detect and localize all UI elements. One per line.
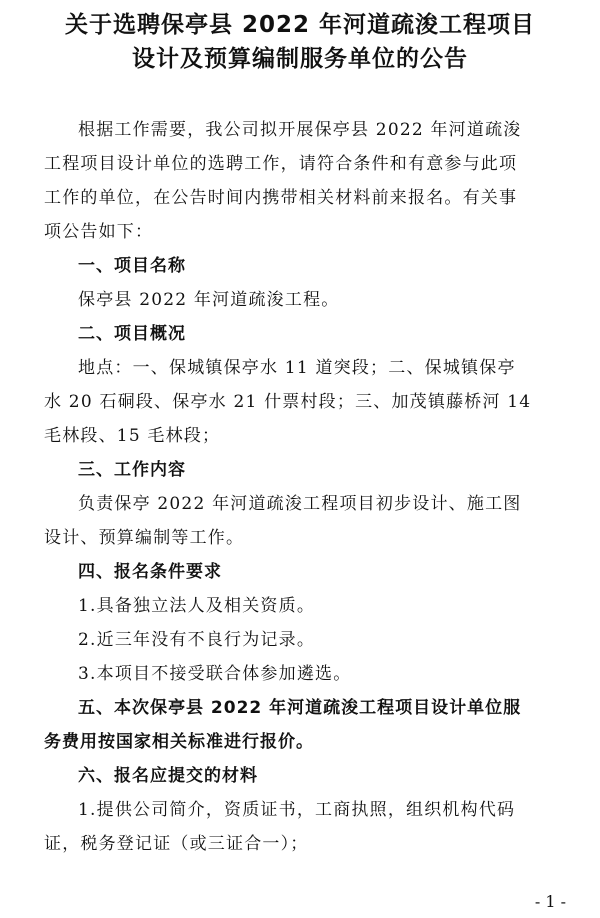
page-number: - 1 - xyxy=(534,892,566,911)
section-heading-pricing: 五、本次保亭县 2022 年河道疏浚工程项目设计单位服 xyxy=(78,698,522,718)
section-heading-project-name: 一、项目名称 xyxy=(78,256,186,276)
section-body-line: 设计、预算编制等工作。 xyxy=(44,528,245,548)
section-body-line: 保亭县 2022 年河道疏浚工程。 xyxy=(78,290,340,310)
intro-line: 工作的单位，在公告时间内携带相关材料前来报名。有关事 xyxy=(44,188,518,208)
intro-line: 工程项目设计单位的选聘工作，请符合条件和有意参与此项 xyxy=(44,154,518,174)
document-title-line-2: 设计及预算编制服务单位的公告 xyxy=(132,46,468,72)
section-heading-requirements: 四、报名条件要求 xyxy=(78,562,222,582)
intro-line: 项公告如下： xyxy=(44,222,154,242)
document-title-line-1: 关于选聘保亭县 2022 年河道疏浚工程项目 xyxy=(64,12,536,38)
section-body-line: 水 20 石硐段、保亭水 21 什票村段；三、加茂镇藤桥河 14 xyxy=(44,392,532,412)
requirement-item: 1.具备独立法人及相关资质。 xyxy=(78,596,316,616)
intro-line: 根据工作需要，我公司拟开展保亭县 2022 年河道疏浚 xyxy=(78,120,522,140)
section-body-line: 负责保亭 2022 年河道疏浚工程项目初步设计、施工图 xyxy=(78,494,522,514)
requirement-item: 3.本项目不接受联合体参加遴选。 xyxy=(78,664,352,684)
section-heading-pricing-cont: 务费用按国家相关标准进行报价。 xyxy=(44,732,314,752)
section-body-line: 证，税务登记证（或三证合一）； xyxy=(44,834,309,854)
section-body-line: 1.提供公司简介，资质证书，工商执照，组织机构代码 xyxy=(78,800,516,820)
section-heading-project-overview: 二、项目概况 xyxy=(78,324,186,344)
section-heading-work-content: 三、工作内容 xyxy=(78,460,186,480)
section-body-line: 毛林段、15 毛林段； xyxy=(44,426,221,446)
requirement-item: 2.近三年没有不良行为记录。 xyxy=(78,630,316,650)
section-heading-materials: 六、报名应提交的材料 xyxy=(78,766,258,786)
section-body-line: 地点：一、保城镇保亭水 11 道突段；二、保城镇保亭 xyxy=(78,358,516,378)
